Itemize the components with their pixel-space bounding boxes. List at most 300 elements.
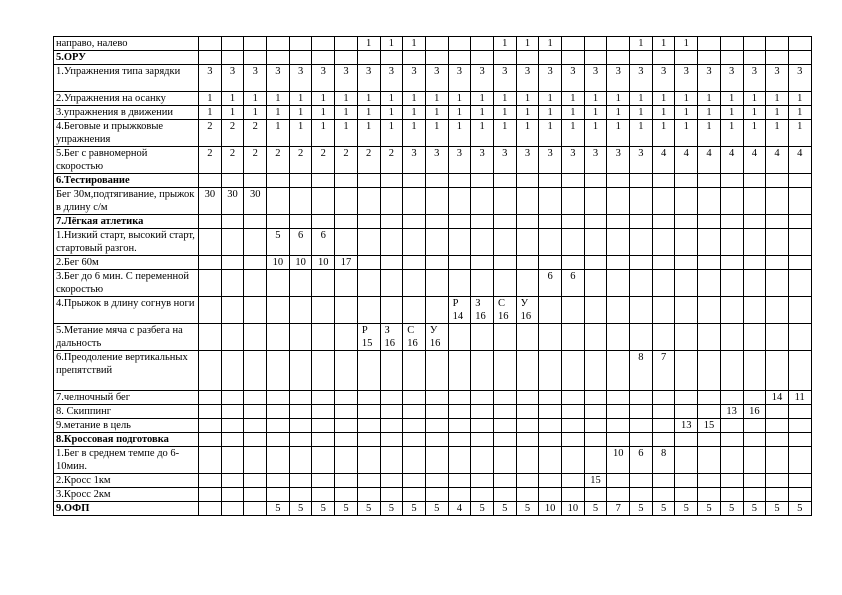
table-cell xyxy=(584,51,607,65)
table-cell: 2 xyxy=(221,147,244,174)
table-cell xyxy=(493,391,516,405)
table-cell xyxy=(357,474,380,488)
table-cell xyxy=(289,351,312,391)
table-cell xyxy=(516,391,539,405)
table-cell xyxy=(380,419,403,433)
table-cell xyxy=(652,405,675,419)
table-cell xyxy=(743,488,766,502)
row-label: 4.Беговые и прыжковые упражнения xyxy=(54,120,199,147)
table-cell xyxy=(516,270,539,297)
table-cell: 5 xyxy=(516,502,539,516)
table-cell: 5 xyxy=(675,502,698,516)
table-cell: 3 xyxy=(425,65,448,92)
table-cell xyxy=(675,391,698,405)
table-cell xyxy=(471,433,494,447)
row-label: 2.Кросс 1км xyxy=(54,474,199,488)
table-cell xyxy=(471,270,494,297)
table-cell xyxy=(652,391,675,405)
table-cell xyxy=(448,188,471,215)
table-cell xyxy=(493,419,516,433)
table-cell xyxy=(562,419,585,433)
table-cell xyxy=(199,229,222,256)
table-row xyxy=(54,405,812,419)
table-cell: 10 xyxy=(267,256,290,270)
table-cell xyxy=(267,419,290,433)
table-cell: 1 xyxy=(244,106,267,120)
table-cell xyxy=(516,447,539,474)
table-cell: 1 xyxy=(425,92,448,106)
table-cell xyxy=(312,324,335,351)
table-cell xyxy=(221,297,244,324)
table-cell: 3 xyxy=(516,65,539,92)
row-label: 2.Упражнения на осанку xyxy=(54,92,199,106)
table-cell: 1 xyxy=(698,92,721,106)
row-label: 9.метание в цель xyxy=(54,419,199,433)
table-cell: 3 xyxy=(607,147,630,174)
table-cell xyxy=(267,351,290,391)
table-cell xyxy=(199,297,222,324)
table-cell xyxy=(403,419,426,433)
table-cell xyxy=(335,215,358,229)
table-cell xyxy=(312,51,335,65)
table-cell xyxy=(199,51,222,65)
table-cell: З 16 xyxy=(471,297,494,324)
table-cell: 30 xyxy=(221,188,244,215)
table-cell xyxy=(289,270,312,297)
table-cell xyxy=(335,37,358,51)
table-cell xyxy=(539,174,562,188)
table-cell xyxy=(335,474,358,488)
table-cell xyxy=(267,37,290,51)
table-cell xyxy=(403,215,426,229)
table-cell xyxy=(539,474,562,488)
table-cell xyxy=(652,324,675,351)
table-cell xyxy=(425,270,448,297)
table-cell xyxy=(357,256,380,270)
table-cell xyxy=(766,229,789,256)
table-cell xyxy=(675,488,698,502)
table-cell: 1 xyxy=(562,92,585,106)
table-cell xyxy=(516,174,539,188)
row-label: 2.Бег 60м xyxy=(54,256,199,270)
table-cell: 5 xyxy=(312,502,335,516)
table-cell xyxy=(221,488,244,502)
table-cell xyxy=(380,488,403,502)
table-cell xyxy=(698,174,721,188)
table-cell xyxy=(720,188,743,215)
table-cell: 3 xyxy=(471,147,494,174)
table-cell: 1 xyxy=(471,92,494,106)
table-cell xyxy=(199,488,222,502)
table-cell xyxy=(493,51,516,65)
table-cell xyxy=(788,488,811,502)
table-cell xyxy=(607,351,630,391)
table-cell xyxy=(493,324,516,351)
table-cell: 30 xyxy=(244,188,267,215)
table-cell: 3 xyxy=(357,65,380,92)
table-row xyxy=(54,488,812,502)
table-cell xyxy=(788,215,811,229)
table-cell: 1 xyxy=(289,120,312,147)
table-cell: 1 xyxy=(425,106,448,120)
table-cell xyxy=(357,447,380,474)
table-cell: 10 xyxy=(289,256,312,270)
table-cell xyxy=(335,229,358,256)
table-cell: 8 xyxy=(652,447,675,474)
table-cell xyxy=(221,391,244,405)
table-cell xyxy=(199,419,222,433)
table-cell xyxy=(698,297,721,324)
table-cell xyxy=(493,433,516,447)
table-cell xyxy=(289,324,312,351)
table-cell: 2 xyxy=(244,147,267,174)
table-cell xyxy=(607,324,630,351)
table-cell xyxy=(357,229,380,256)
table-cell xyxy=(562,188,585,215)
table-cell xyxy=(698,51,721,65)
table-row xyxy=(54,188,812,215)
table-cell xyxy=(788,229,811,256)
table-cell xyxy=(607,51,630,65)
table-cell xyxy=(357,488,380,502)
table-cell: 1 xyxy=(766,120,789,147)
table-cell xyxy=(516,188,539,215)
table-cell xyxy=(380,447,403,474)
table-cell: 1 xyxy=(652,92,675,106)
table-cell xyxy=(788,51,811,65)
row-label: 3.Бег до 6 мин. С переменной скоростью xyxy=(54,270,199,297)
table-cell: 1 xyxy=(630,106,653,120)
table-cell: 1 xyxy=(357,120,380,147)
table-cell xyxy=(493,488,516,502)
table-cell xyxy=(199,391,222,405)
table-cell xyxy=(448,174,471,188)
table-cell xyxy=(380,351,403,391)
table-cell: 15 xyxy=(584,474,607,488)
table-cell: 1 xyxy=(539,37,562,51)
table-cell xyxy=(221,51,244,65)
table-cell xyxy=(221,502,244,516)
table-cell xyxy=(766,37,789,51)
table-cell xyxy=(380,270,403,297)
table-cell xyxy=(471,405,494,419)
table-cell xyxy=(267,391,290,405)
table-cell: 3 xyxy=(221,65,244,92)
section-heading: 6.Тестирование xyxy=(54,174,199,188)
table-cell xyxy=(743,174,766,188)
table-cell xyxy=(357,270,380,297)
table-cell xyxy=(630,488,653,502)
table-cell: 5 xyxy=(788,502,811,516)
table-cell xyxy=(312,37,335,51)
table-cell: 15 xyxy=(698,419,721,433)
table-cell xyxy=(607,174,630,188)
table-cell xyxy=(199,405,222,419)
table-cell xyxy=(312,188,335,215)
table-cell: 4 xyxy=(698,147,721,174)
table-cell xyxy=(516,351,539,391)
table-cell: 5 xyxy=(425,502,448,516)
table-cell xyxy=(380,51,403,65)
table-cell: У 16 xyxy=(425,324,448,351)
table-cell xyxy=(448,488,471,502)
table-cell xyxy=(539,324,562,351)
row-label: 4.Прыжок в длину согнув ноги xyxy=(54,297,199,324)
table-cell xyxy=(788,37,811,51)
table-cell: 1 xyxy=(244,92,267,106)
table-cell xyxy=(267,474,290,488)
table-cell xyxy=(562,447,585,474)
table-cell xyxy=(199,270,222,297)
table-cell xyxy=(425,474,448,488)
table-cell xyxy=(516,433,539,447)
table-cell xyxy=(312,297,335,324)
table-cell xyxy=(720,488,743,502)
table-cell xyxy=(335,447,358,474)
table-cell xyxy=(403,405,426,419)
table-cell xyxy=(267,433,290,447)
table-row xyxy=(54,92,812,106)
table-cell xyxy=(720,174,743,188)
table-cell xyxy=(766,419,789,433)
table-cell: 1 xyxy=(743,106,766,120)
table-cell xyxy=(630,405,653,419)
table-cell xyxy=(471,37,494,51)
table-cell: 5 xyxy=(630,502,653,516)
table-cell xyxy=(335,174,358,188)
table-cell xyxy=(584,256,607,270)
table-cell xyxy=(630,229,653,256)
table-cell xyxy=(788,188,811,215)
table-cell xyxy=(652,215,675,229)
table-cell xyxy=(244,229,267,256)
table-cell xyxy=(312,474,335,488)
table-cell xyxy=(539,419,562,433)
table-cell: 1 xyxy=(289,92,312,106)
table-cell xyxy=(403,270,426,297)
table-cell xyxy=(516,405,539,419)
table-cell: Р 15 xyxy=(357,324,380,351)
table-cell xyxy=(312,488,335,502)
table-cell xyxy=(675,229,698,256)
table-cell xyxy=(357,297,380,324)
table-cell: 1 xyxy=(652,120,675,147)
table-cell xyxy=(562,256,585,270)
table-cell xyxy=(562,488,585,502)
table-cell: 1 xyxy=(357,106,380,120)
table-cell xyxy=(289,433,312,447)
table-cell xyxy=(199,433,222,447)
table-cell xyxy=(448,51,471,65)
table-cell: 5 xyxy=(743,502,766,516)
table-cell xyxy=(675,447,698,474)
table-cell xyxy=(335,270,358,297)
table-cell xyxy=(471,419,494,433)
table-cell: 1 xyxy=(221,106,244,120)
table-cell xyxy=(539,188,562,215)
table-cell xyxy=(788,433,811,447)
table-cell xyxy=(562,324,585,351)
section-heading: 7.Лёгкая атлетика xyxy=(54,215,199,229)
table-cell xyxy=(289,174,312,188)
table-cell xyxy=(244,174,267,188)
table-cell xyxy=(607,256,630,270)
table-cell xyxy=(448,474,471,488)
table-cell xyxy=(335,405,358,419)
table-cell xyxy=(743,188,766,215)
table-cell: 1 xyxy=(607,92,630,106)
table-cell: 3 xyxy=(493,65,516,92)
table-cell: 5 xyxy=(380,502,403,516)
table-cell xyxy=(289,391,312,405)
table-cell xyxy=(425,229,448,256)
table-cell xyxy=(244,297,267,324)
table-cell xyxy=(221,351,244,391)
table-cell xyxy=(335,188,358,215)
table-cell xyxy=(652,256,675,270)
table-cell xyxy=(720,297,743,324)
table-cell xyxy=(766,174,789,188)
table-cell: 30 xyxy=(199,188,222,215)
table-cell xyxy=(471,351,494,391)
table-cell: 1 xyxy=(675,92,698,106)
table-cell xyxy=(289,215,312,229)
table-cell: У 16 xyxy=(516,297,539,324)
table-cell: 3 xyxy=(766,65,789,92)
table-cell xyxy=(630,391,653,405)
row-label: 5.Метание мяча с разбега на дальность xyxy=(54,324,199,351)
table-cell xyxy=(267,405,290,419)
table-cell xyxy=(698,256,721,270)
table-cell xyxy=(743,51,766,65)
table-row xyxy=(54,120,812,147)
table-cell xyxy=(562,405,585,419)
table-cell xyxy=(493,188,516,215)
table-cell xyxy=(720,433,743,447)
table-cell: 5 xyxy=(289,502,312,516)
table-cell xyxy=(766,488,789,502)
table-cell xyxy=(630,215,653,229)
row-label: 1.Низкий старт, высокий старт, стартовый разгон. xyxy=(54,229,199,256)
table-cell: 1 xyxy=(380,120,403,147)
table-cell xyxy=(244,351,267,391)
table-cell xyxy=(584,174,607,188)
table-cell: 1 xyxy=(335,106,358,120)
table-cell xyxy=(493,351,516,391)
table-cell: 3 xyxy=(335,65,358,92)
table-cell xyxy=(562,51,585,65)
table-cell xyxy=(244,433,267,447)
table-cell: 6 xyxy=(539,270,562,297)
table-cell xyxy=(448,256,471,270)
table-cell xyxy=(493,447,516,474)
table-cell xyxy=(516,324,539,351)
row-label: 3.Кросс 2км xyxy=(54,488,199,502)
table-cell xyxy=(743,270,766,297)
table-cell xyxy=(199,447,222,474)
table-cell: 5 xyxy=(698,502,721,516)
table-cell xyxy=(425,174,448,188)
table-cell xyxy=(652,229,675,256)
table-cell: 6 xyxy=(562,270,585,297)
table-cell xyxy=(788,351,811,391)
table-cell xyxy=(357,174,380,188)
table-cell: 3 xyxy=(471,65,494,92)
table-cell xyxy=(607,433,630,447)
table-cell xyxy=(380,256,403,270)
table-cell xyxy=(766,433,789,447)
table-cell: 10 xyxy=(562,502,585,516)
table-cell: 1 xyxy=(471,120,494,147)
table-cell xyxy=(698,488,721,502)
table-cell: 1 xyxy=(221,92,244,106)
table-cell: 3 xyxy=(403,65,426,92)
table-cell: 4 xyxy=(720,147,743,174)
table-cell xyxy=(743,351,766,391)
table-cell: 13 xyxy=(675,419,698,433)
row-label: 8. Скиппинг xyxy=(54,405,199,419)
table-cell xyxy=(493,174,516,188)
table-cell xyxy=(335,488,358,502)
table-cell: 1 xyxy=(357,37,380,51)
table-cell xyxy=(448,433,471,447)
table-cell: 3 xyxy=(652,65,675,92)
table-cell: 1 xyxy=(312,92,335,106)
table-cell: 6 xyxy=(312,229,335,256)
table-cell: 1 xyxy=(267,92,290,106)
table-cell xyxy=(652,419,675,433)
table-cell xyxy=(743,215,766,229)
table-cell xyxy=(312,447,335,474)
table-cell xyxy=(493,215,516,229)
table-cell xyxy=(607,474,630,488)
table-cell xyxy=(698,324,721,351)
table-cell xyxy=(221,229,244,256)
table-cell xyxy=(380,188,403,215)
table-cell: 1 xyxy=(493,106,516,120)
table-cell xyxy=(357,405,380,419)
table-cell xyxy=(607,297,630,324)
table-cell: 3 xyxy=(584,147,607,174)
table-cell: 4 xyxy=(788,147,811,174)
table-cell xyxy=(267,215,290,229)
table-row xyxy=(54,447,812,474)
table-cell xyxy=(584,405,607,419)
table-cell xyxy=(471,188,494,215)
table-cell xyxy=(425,488,448,502)
table-cell: 3 xyxy=(630,147,653,174)
table-cell xyxy=(720,324,743,351)
table-cell xyxy=(607,37,630,51)
table-cell: 1 xyxy=(403,37,426,51)
table-cell xyxy=(675,324,698,351)
table-row xyxy=(54,502,812,516)
table-cell: 5 xyxy=(584,502,607,516)
table-cell: 3 xyxy=(720,65,743,92)
table-cell xyxy=(357,51,380,65)
table-cell xyxy=(312,419,335,433)
table-cell: 1 xyxy=(766,92,789,106)
table-cell: 1 xyxy=(403,92,426,106)
table-cell xyxy=(425,37,448,51)
table-cell xyxy=(743,433,766,447)
table-cell: 1 xyxy=(630,37,653,51)
table-cell xyxy=(199,215,222,229)
table-cell: 1 xyxy=(607,106,630,120)
table-cell xyxy=(244,419,267,433)
table-cell xyxy=(630,174,653,188)
table-cell xyxy=(335,351,358,391)
